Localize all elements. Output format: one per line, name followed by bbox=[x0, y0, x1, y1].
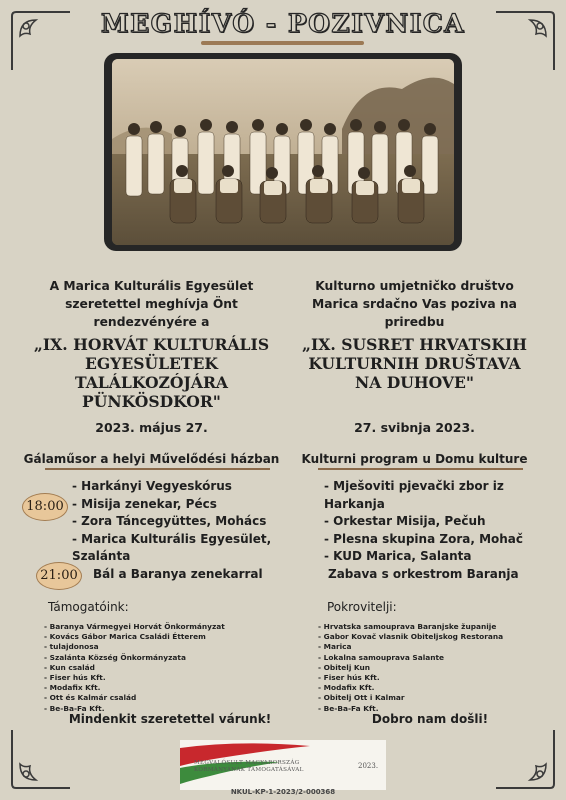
list-item: - Ott és Kalmár család bbox=[44, 693, 284, 703]
hr-event-line: NA DUHOVE" bbox=[354, 373, 475, 392]
hu-sponsor-list bbox=[44, 622, 284, 714]
hu-date: 2023. május 27. bbox=[95, 420, 208, 435]
hu-closing: Mindenkit szeretettel várunk! bbox=[68, 712, 272, 726]
program-time-badge: 18:00 bbox=[22, 493, 68, 521]
list-item: - Harkányi Vegyeskórus bbox=[72, 478, 302, 496]
list-item: - Lokalna samouprava Salante bbox=[318, 653, 558, 663]
hu-intro-line: rendezvényére a bbox=[93, 315, 210, 329]
hr-program-title: Kulturni program u Domu kulture bbox=[301, 452, 528, 466]
list-item: - Obitelj Kun bbox=[318, 663, 558, 673]
hu-intro-line: A Marica Kulturális Egyesület bbox=[49, 279, 254, 293]
logo-year: 2023. bbox=[358, 762, 379, 770]
hu-event-title bbox=[20, 335, 283, 411]
logo-text-line2: KORMÁNYÁNAK TÁMOGATÁSÁVAL bbox=[194, 767, 304, 773]
list-item-continuation: - tulajdonosa bbox=[44, 642, 284, 652]
hr-intro-line: Marica srdačno Vas poziva na bbox=[312, 297, 517, 311]
list-item: - Obitelj Ott i Kalmar bbox=[318, 693, 558, 703]
group-photo-illustration bbox=[112, 59, 454, 245]
hr-sponsor-list bbox=[318, 622, 558, 714]
list-item: - Hrvatska samouprava Baranjske županije bbox=[318, 622, 558, 632]
corner-ornament-bottom-left bbox=[6, 724, 76, 794]
hu-event-line: „IX. HORVÁT KULTURÁLIS bbox=[33, 335, 270, 354]
hr-intro bbox=[283, 277, 546, 331]
list-item: - Baranya Vármegyei Horvát Önkormányzat bbox=[44, 622, 284, 632]
list-item: - Kovács Gábor Marica Családi Étterem bbox=[44, 632, 284, 642]
list-item: - Szalánta Község Önkormányzata bbox=[44, 653, 284, 663]
hu-program-title: Gálaműsor a helyi Művelődési házban bbox=[23, 452, 280, 466]
hu-intro-line: szeretettel meghívja Önt bbox=[65, 297, 238, 311]
list-item: - Marica Kulturális Egyesület, Szalánta bbox=[72, 531, 302, 566]
hr-intro-line: priredbu bbox=[384, 315, 445, 329]
group-photo-frame bbox=[104, 53, 462, 251]
corner-ornament-bottom-right bbox=[490, 724, 560, 794]
list-item: - Misija zenekar, Pécs bbox=[72, 496, 302, 514]
hu-program-rule bbox=[45, 468, 270, 470]
hu-event-line: EGYESÜLETEK bbox=[85, 354, 218, 373]
hu-event-line: PÜNKÖSDKOR" bbox=[82, 392, 221, 411]
list-item: - Be-Ba-Fa Kft. bbox=[44, 704, 284, 714]
list-item: - Modafix Kft. bbox=[318, 683, 558, 693]
hr-program-rule bbox=[318, 468, 523, 470]
list-item-continuation: - Marica bbox=[318, 642, 558, 652]
ball-time-badge: 21:00 bbox=[36, 562, 82, 590]
hr-program-list bbox=[324, 478, 559, 566]
list-item: - KUD Marica, Salanta bbox=[324, 548, 559, 566]
hr-ball: Zabava s orkestrom Baranja bbox=[328, 567, 519, 581]
government-support-logo bbox=[180, 740, 386, 790]
list-item: - Gabor Kovač vlasnik Obiteljskog Restorana bbox=[318, 632, 558, 642]
group-photo bbox=[112, 59, 454, 245]
hr-date: 27. svibnja 2023. bbox=[354, 420, 475, 435]
hu-sponsors-title: Támogatóink: bbox=[48, 600, 129, 614]
list-item: - Be-Ba-Fa Kft. bbox=[318, 704, 558, 714]
list-item: - Kun család bbox=[44, 663, 284, 673]
grant-code: NKUL-KP-1-2023/2-000368 bbox=[230, 788, 336, 796]
hu-program-list bbox=[72, 478, 302, 566]
list-item: - Mješoviti pjevački zbor iz Harkanja bbox=[324, 478, 559, 513]
list-item: - Modafix Kft. bbox=[44, 683, 284, 693]
list-item: - Fiser hús Kft. bbox=[44, 673, 284, 683]
hr-event-line: KULTURNIH DRUŠTAVA bbox=[308, 354, 521, 373]
hu-ball: Bál a Baranya zenekarral bbox=[93, 567, 263, 581]
hr-event-line: „IX. SUSRET HRVATSKIH bbox=[302, 335, 527, 354]
list-item: - Plesna skupina Zora, Mohač bbox=[324, 531, 559, 549]
hr-sponsors-title: Pokrovitelji: bbox=[327, 600, 397, 614]
title-underline bbox=[201, 41, 364, 45]
hu-intro bbox=[20, 277, 283, 331]
page-title: MEGHÍVÓ - POZIVNICA bbox=[100, 9, 466, 38]
list-item: - Zora Táncegyüttes, Mohács bbox=[72, 513, 302, 531]
hr-closing: Dobro nam došli! bbox=[371, 712, 489, 726]
logo-text-line1: MEGVALÓSULT MAGYARORSZÁG bbox=[194, 760, 300, 766]
list-item: - Orkestar Misija, Pečuh bbox=[324, 513, 559, 531]
list-item: - Fiser hús Kft. bbox=[318, 673, 558, 683]
hr-intro-line: Kulturno umjetničko društvo bbox=[315, 279, 514, 293]
hr-event-title bbox=[283, 335, 546, 392]
hu-event-line: TALÁLKOZÓJÁRA bbox=[74, 373, 229, 392]
